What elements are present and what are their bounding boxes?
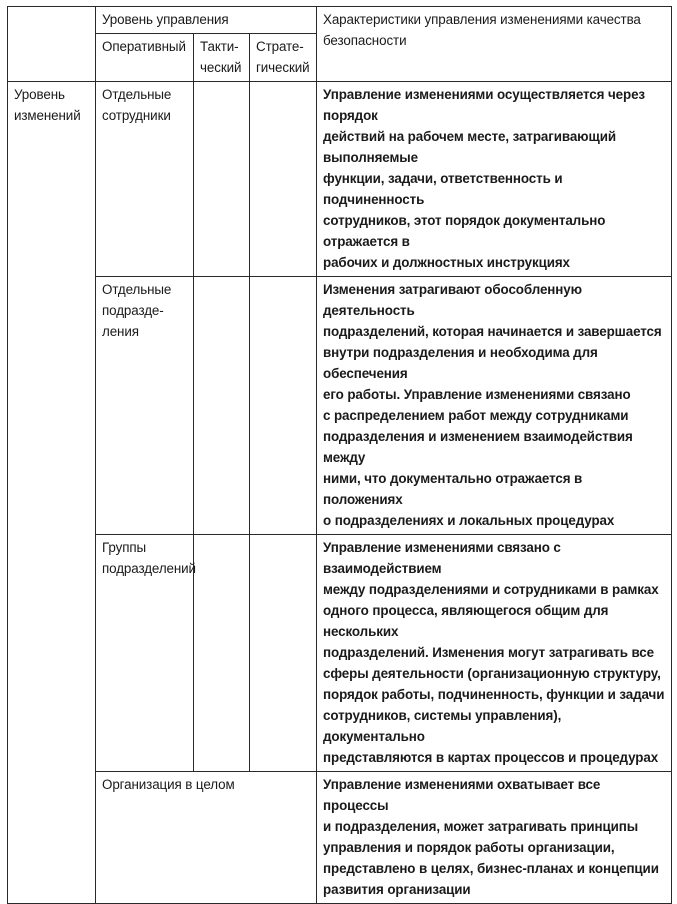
- tactical-cell: [194, 535, 250, 772]
- row-description: Изменения затрагивают обособленную деятельность подразделений, которая начинается и завершается внутри подразделения и необходима для обеспечения его работы. Управление изменениями связано с распределением работ между сотрудниками подразделения и изменением взаимодействия между ними, что документально отражается в положениях о подразделениях и локальных процедурах: [317, 277, 672, 535]
- header-tactical: Такти- ческий: [194, 34, 250, 82]
- corner-cell: [8, 7, 96, 82]
- row-label: Отдельные сотрудники: [96, 82, 194, 277]
- row-description: Управление изменениями охватывает все процессы и подразделения, может затрагивать принципы управления и порядок работы организации, представлено в целях, бизнес-планах и концепции развития организации: [317, 772, 672, 904]
- row-label: Группы подразделений: [96, 535, 194, 772]
- row-description: Управление изменениями связано с взаимодействием между подразделениями и сотрудниками в рамках одного процесса, являющегося общим для нескольких подразделений. Изменения могут затрагивать все сферы деятельности (организационную структуру, порядок работы, подчиненность, функции и задачи сотрудников, системы управления), документально представляются в картах процессов и процедурах: [317, 535, 672, 772]
- table-row: [8, 772, 672, 904]
- header-characteristics: Характеристики управления изменениями качества безопасности: [317, 7, 672, 82]
- header-strategic: Страте- гический: [250, 34, 317, 82]
- strategic-cell: [250, 82, 317, 277]
- row-label: Организация в целом: [96, 772, 317, 904]
- table-row: [8, 82, 672, 277]
- tactical-cell: [194, 82, 250, 277]
- row-label: Отдельные подразде- ления: [96, 277, 194, 535]
- table-row: [8, 277, 672, 535]
- header-level-of-management: Уровень управления: [96, 7, 317, 34]
- header-operational: Оперативный: [96, 34, 194, 82]
- header-row-1: [8, 7, 672, 34]
- strategic-cell: [250, 277, 317, 535]
- level-of-changes-label: Уровень изменений: [8, 82, 96, 904]
- strategic-cell: [250, 535, 317, 772]
- row-description: Управление изменениями осуществляется через порядок действий на рабочем месте, затрагивающий выполняемые функции, задачи, ответственность и подчиненность сотрудников, этот порядок документально отражается в рабочих и должностных инструкциях: [317, 82, 672, 277]
- tactical-cell: [194, 277, 250, 535]
- table-row: [8, 535, 672, 772]
- change-management-table: [7, 6, 672, 904]
